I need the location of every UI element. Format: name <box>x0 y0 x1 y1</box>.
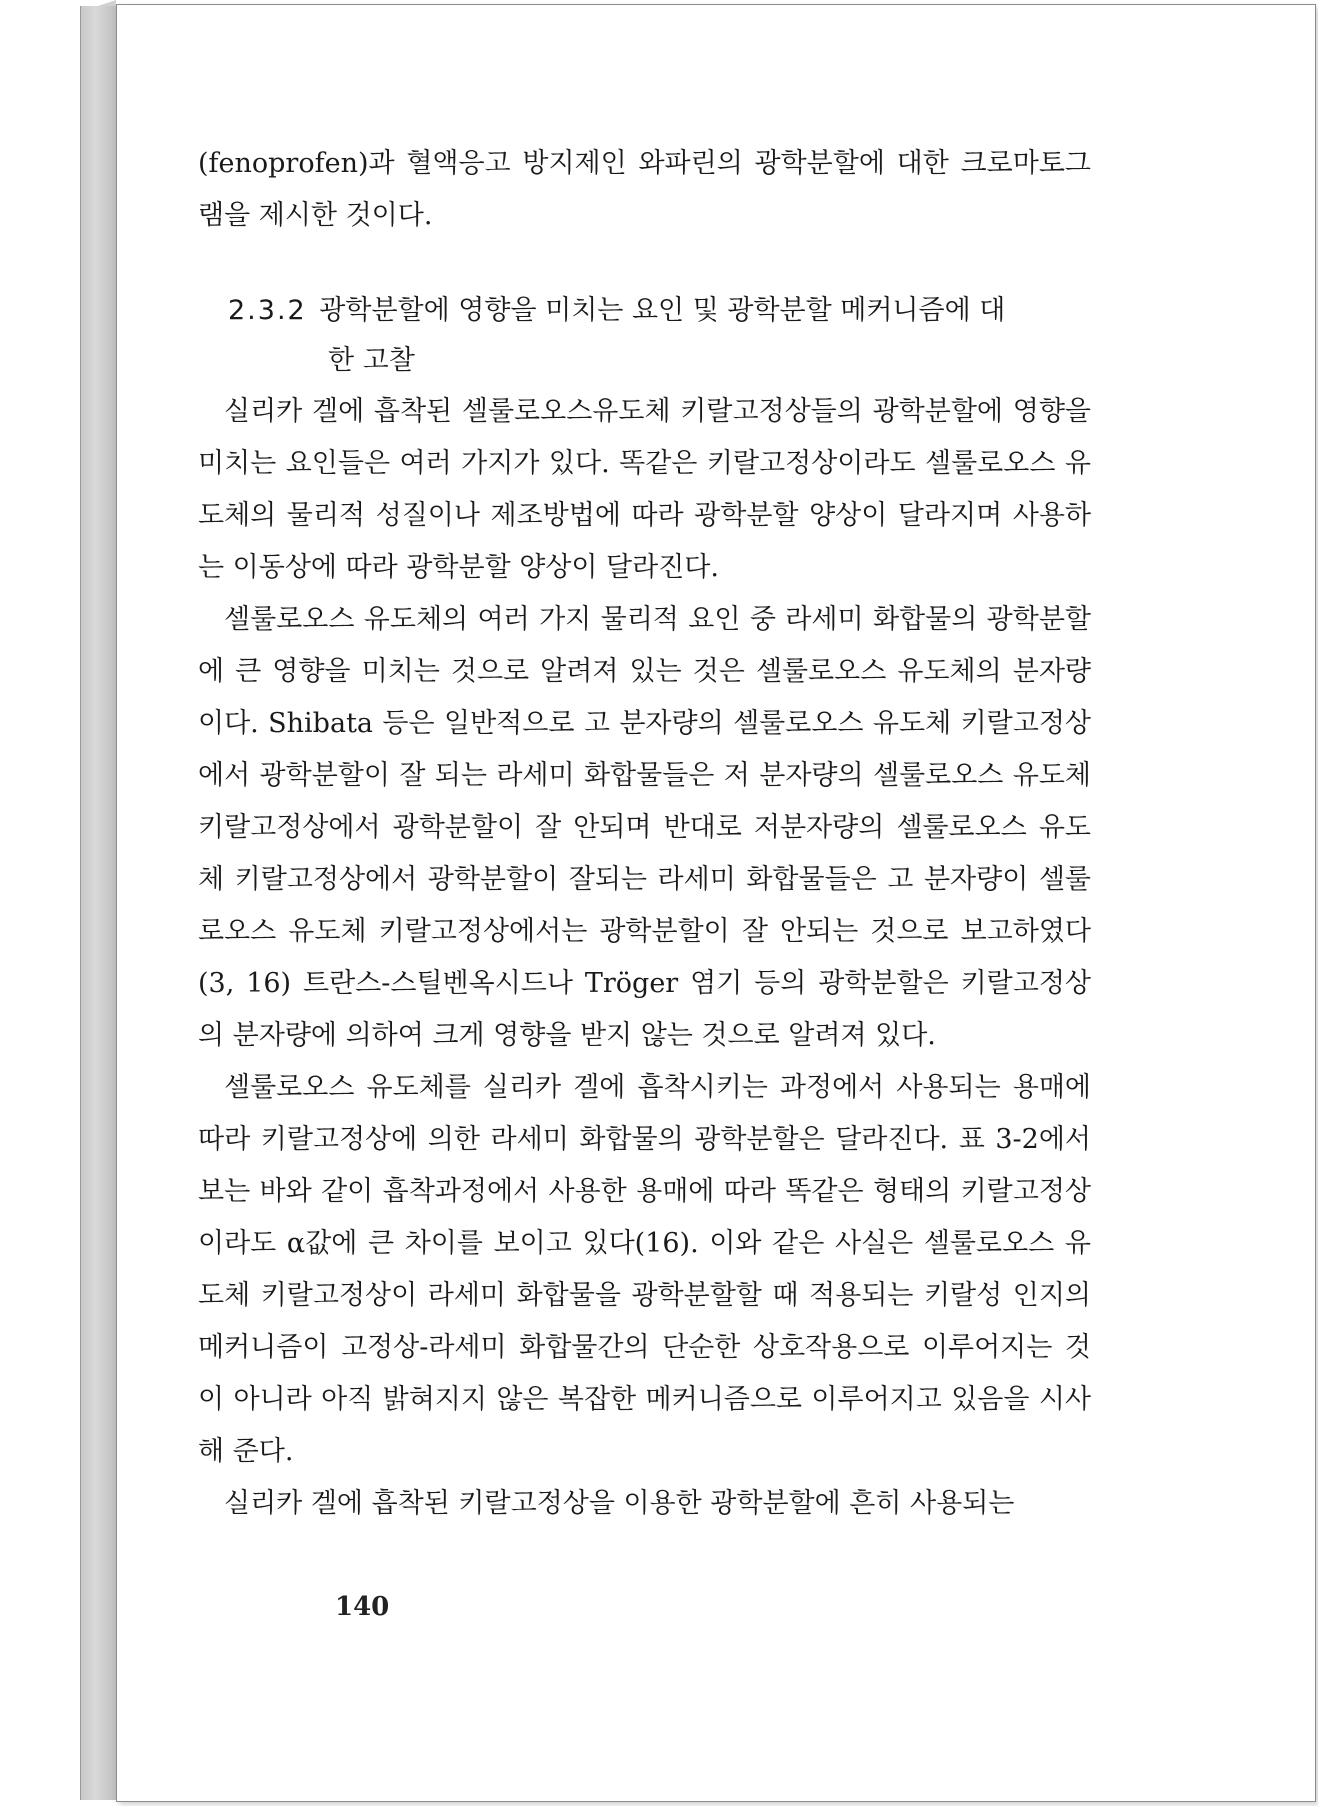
section-title-continued: 한 고찰 <box>328 345 415 376</box>
section-title: 광학분할에 영향을 미치는 요인 및 광학분할 메커니즘에 대 <box>319 295 1006 326</box>
book-spine <box>80 6 117 1800</box>
paragraph-3: 셀룰로오스 유도체의 여러 가지 물리적 요인 중 라세미 화합물의 광학분할에 큰 영향을 미치는 것으로 알려져 있는 것은 셀룰로오스 유도체의 분자량이다. Shibata 등은 일반적으로 고 분자량의 셀룰로오스 유도체 키랄고정상에서 광학분할이 잘 되는 라세미 화합물들은 저 분자량의 셀룰로오스 유도체 키랄고정상에서 광학분할이 잘 안되며 반대로 저분자량의 셀룰로오스 유도체 키랄고정상에서 광학분할이 잘되는 라세미 화합물들은 고 분자량이 셀룰로오스 유도체 키랄고정상에서는 광학분할이 잘 안되는 것으로 보고하였다(3, 16) 트란스-스틸벤옥시드나 Tröger 염기 등의 광학분할은 키랄고정상의 분자량에 의하여 크게 영향을 받지 않는 것으로 알려져 있다. <box>198 604 1091 1051</box>
paragraph-4: 셀룰로오스 유도체를 실리카 겔에 흡착시키는 과정에서 사용되는 용매에 따라 키랄고정상에 의한 라세미 화합물의 광학분할은 달라진다. 표 3-2에서 보는 바와 같이 흡착과정에서 사용한 용매에 따라 똑같은 형태의 키랄고정상이라도 α값에 큰 차이를 보이고 있다(16). 이와 같은 사실은 셀룰로오스 유도체 키랄고정상이 라세미 화합물을 광학분할할 때 적용되는 키랄성 인지의 메커니즘이 고정상-라세미 화합물간의 단순한 상호작용으로 이루어지는 것이 아니라 아직 밝혀지지 않은 복잡한 메커니즘으로 이루어지고 있음을 시사해 준다. <box>198 1072 1091 1467</box>
section-heading <box>228 286 1091 386</box>
paragraph-1: (fenoprofen)과 혈액응고 방지제인 와파린의 광학분할에 대한 크로마토그램을 제시한 것이다. <box>198 148 1091 231</box>
section-number: 2.3.2 <box>228 295 307 326</box>
paragraph-2: 실리카 겔에 흡착된 셀룰로오스유도체 키랄고정상들의 광학분할에 영향을 미치는 요인들은 여러 가지가 있다. 똑같은 키랄고정상이라도 셀룰로오스 유도체의 물리적 성질이나 제조방법에 따라 광학분할 양상이 달라지며 사용하는 이동상에 따라 광학분할 양상이 달라진다. <box>198 396 1091 583</box>
paragraph-5: 실리카 겔에 흡착된 키랄고정상을 이용한 광학분할에 흔히 사용되는 <box>224 1488 1015 1519</box>
page-number: 140 <box>335 1592 390 1622</box>
body-text <box>198 138 1091 1530</box>
